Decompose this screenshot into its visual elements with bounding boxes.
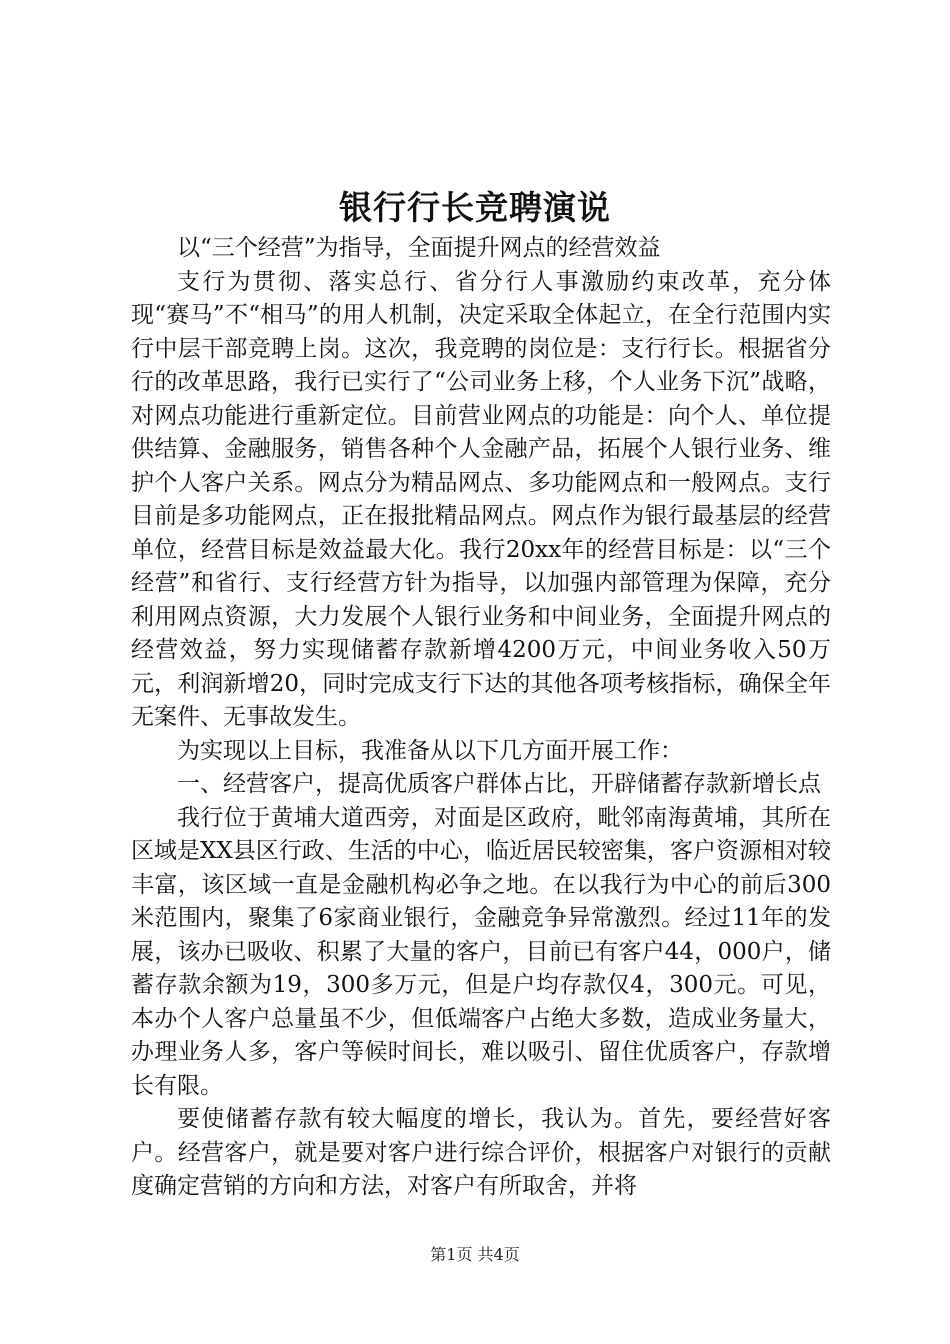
paragraph: 要使储蓄存款有较大幅度的增长，我认为。首先，要经营好客户。经营客户，就是要对客户进行综合评价，根据客户对银行的贡献度确定营销的方向和方法，对客户有所取舍，并将 bbox=[131, 1106, 831, 1199]
paragraph: 支行为贯彻、落实总行、省分行人事激励约束改革，充分体现“赛马”不“相马”的用人机制，决定采取全体起立，在全行范围内实行中层干部竞聘上岗。这次，我竞聘的岗位是：支行行长。根据省分行的改革思路，我行已实行了“公司业务上移，个人业务下沉”战略，对网点功能进行重新定位。目前营业网点的功能是：向个人、单位提供结算、金融服务，销售各种个人金融产品，拓展个人银行业务、维护个人客户关系。网点分为精品网点、多功能网点和一般网点。支行目前是多功能网点，正在报批精品网点。网点作为银行最基层的经营单位，经营目标是效益最大化。我行20xx年的经营目标是：以“三个经营”和省行、支行经营方针为指导，以加强内部管理为保障，充分利用网点资源，大力发展个人银行业务和中间业务，全面提升网点的经营效益，努力实现储蓄存款新增4200万元，中间业务收入50万元，利润新增20，同时完成支行下达的其他各项考核指标，确保全年无案件、无事故发生。 bbox=[131, 268, 831, 730]
document-title: 银行行长竞聘演说 bbox=[339, 188, 611, 227]
page-number-footer: 第1页 共4页 bbox=[430, 1245, 520, 1264]
paragraph-subtitle: 以“三个经营”为指导，全面提升网点的经营效益 bbox=[177, 235, 661, 261]
document-body bbox=[131, 232, 831, 1204]
paragraph: 我行位于黄埔大道西旁，对面是区政府，毗邻南海黄埔，其所在区域是XX县区行政、生活的中心，临近居民较密集，客户资源相对较丰富，该区域一直是金融机构必争之地。在以我行为中心的前后300米范围内，聚集了6家商业银行，金融竞争异常激烈。经过11年的发展，该办已吸收、积累了大量的客户，目前已有客户44，000户，储蓄存款余额为19，300多万元，但是户均存款仅4，300元。可见，本办个人客户总量虽不少，但低端客户占绝大多数，造成业务量大，办理业务人多，客户等候时间长，难以吸引、留住优质客户，存款增长有限。 bbox=[131, 804, 831, 1099]
paragraph: 为实现以上目标，我准备从以下几方面开展工作： bbox=[177, 737, 683, 764]
section-heading: 一、经营客户，提高优质客户群体占比，开辟储蓄存款新增长点 bbox=[177, 771, 821, 797]
